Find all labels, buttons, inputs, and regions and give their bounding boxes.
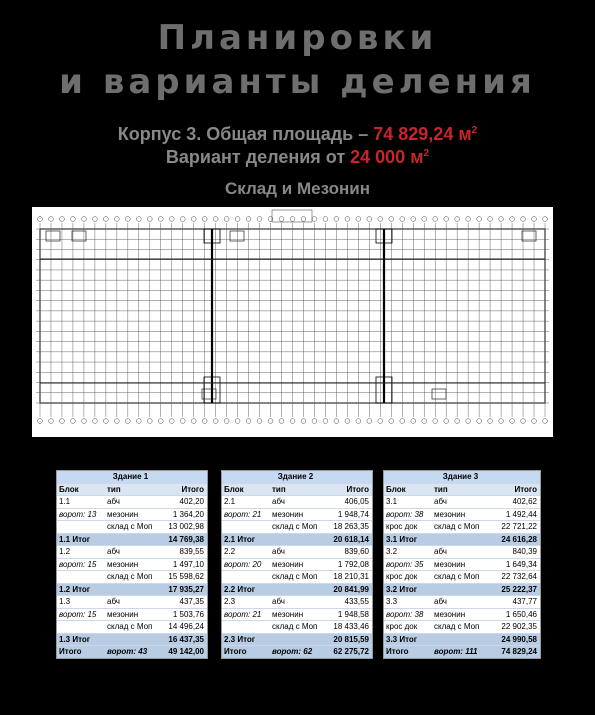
column-header-block: Блок (224, 484, 244, 494)
cell-value: 14 496,24 (168, 622, 204, 631)
table-row (222, 621, 372, 634)
cell-value: 14 769,38 (168, 534, 204, 544)
building-3-table (383, 470, 541, 659)
cell-type (105, 634, 163, 646)
cell-type: абч (107, 547, 120, 556)
cell-value: 20 815,59 (333, 634, 369, 644)
axis-marker (301, 217, 306, 222)
axis-marker (224, 419, 229, 424)
cell-type (432, 634, 490, 646)
cell-value: 1 364,20 (172, 509, 204, 519)
cell-type: абч (434, 597, 447, 606)
table-row (384, 559, 540, 572)
corpus-label: Корпус 3. Общая площадь – (117, 124, 374, 144)
cell-type: мезонин (272, 559, 304, 569)
cell-type: склад с Моп (272, 622, 318, 631)
corpus-area-value: 74 829,24 $м^2$ (373, 124, 478, 144)
cell-type: склад с Моп (107, 622, 153, 631)
axis-marker (82, 217, 87, 222)
axis-marker (521, 217, 526, 222)
axis-marker (191, 217, 196, 222)
cell-type: ворот: 43 (107, 647, 148, 656)
cell-value: 25 222,37 (501, 584, 537, 594)
axis-marker (38, 419, 43, 424)
axis-marker (60, 419, 65, 424)
table-title-row (57, 471, 207, 484)
cell-type: ворот: 62 (272, 647, 313, 656)
cell-type: мезонин (107, 559, 139, 569)
axis-marker (521, 419, 526, 424)
axis-marker (49, 419, 54, 424)
cell-type: мезонин (434, 559, 466, 569)
cell-value: 13 002,98 (168, 522, 204, 531)
cell-value: 1 948,74 (337, 509, 369, 519)
cell-block: ворот: 35 (386, 559, 424, 569)
table-row (384, 521, 540, 534)
cell-block: 2.3 (224, 597, 236, 606)
table-row (57, 521, 207, 534)
table-row (57, 571, 207, 584)
axis-marker (543, 419, 548, 424)
axis-marker (378, 419, 383, 424)
subtotal-row (57, 534, 207, 547)
axis-marker (488, 419, 493, 424)
cell-value: 402,20 (179, 497, 204, 506)
cell-value: 74 829,24 (501, 647, 537, 656)
axis-marker (49, 217, 54, 222)
cell-value: 18 433,46 (333, 622, 369, 631)
cell-type: абч (107, 597, 120, 606)
cell-value: 22 902,35 (501, 622, 537, 631)
table-row (384, 609, 540, 622)
column-header-type: тип (107, 484, 121, 494)
axis-marker (136, 217, 141, 222)
axis-marker (158, 217, 163, 222)
corpus-area-line (0, 120, 595, 145)
cell-type: склад с Моп (434, 572, 480, 581)
cell-type (270, 534, 328, 546)
cell-block: Итого (59, 647, 82, 656)
subtotal-row (57, 634, 207, 647)
cell-value: 840,39 (512, 547, 537, 556)
cell-value: 437,77 (512, 597, 537, 606)
cell-block: 2.3 Итог (224, 634, 256, 644)
building-2-table (221, 470, 373, 659)
axis-marker (202, 419, 207, 424)
axis-marker (191, 419, 196, 424)
cell-block (222, 621, 270, 633)
axis-marker (246, 419, 251, 424)
column-header-total: Итого (346, 484, 369, 494)
axis-marker (180, 217, 185, 222)
cell-type: склад с Моп (107, 522, 153, 531)
axis-marker (136, 419, 141, 424)
table-row (384, 571, 540, 584)
axis-marker (455, 217, 460, 222)
axis-marker (477, 419, 482, 424)
division-area-value: 24 000 $м^2$ (350, 147, 430, 167)
axis-marker (400, 419, 405, 424)
axis-marker (125, 217, 130, 222)
subtotal-row (222, 584, 372, 597)
cell-block (57, 571, 105, 583)
axis-marker (169, 419, 174, 424)
table-row (57, 609, 207, 622)
axis-marker (224, 217, 229, 222)
axis-marker (433, 419, 438, 424)
cell-type: абч (434, 547, 447, 556)
axis-marker (213, 419, 218, 424)
cell-value: 22 721,22 (501, 522, 537, 531)
axis-marker (82, 419, 87, 424)
axis-marker (455, 419, 460, 424)
axis-marker (510, 217, 515, 222)
cell-block (57, 521, 105, 533)
cell-value: 402,62 (512, 497, 537, 506)
cell-type (270, 584, 328, 596)
cell-block: крос док (386, 522, 418, 531)
table-row (384, 496, 540, 509)
axis-marker (411, 217, 416, 222)
grand-total-row (222, 646, 372, 658)
cell-block: ворот: 21 (224, 609, 262, 619)
table-row (57, 596, 207, 609)
axis-marker (60, 217, 65, 222)
cell-value: 1 650,46 (505, 609, 537, 619)
column-header-total: Итого (181, 484, 204, 494)
axis-marker (389, 419, 394, 424)
axis-marker (433, 217, 438, 222)
cell-value: 18 210,31 (333, 572, 369, 581)
subtotal-row (222, 634, 372, 647)
axis-marker (444, 217, 449, 222)
cell-type: абч (272, 597, 285, 606)
cell-value: 1 492,44 (505, 509, 537, 519)
cell-block: ворот: 15 (59, 559, 97, 569)
table-header-row (222, 484, 372, 497)
mezzanine-block (230, 231, 244, 241)
cell-type: абч (272, 547, 285, 556)
axis-marker (411, 419, 416, 424)
cell-type: склад с Моп (434, 522, 480, 531)
cell-type (105, 534, 163, 546)
cell-block: Итого (386, 647, 409, 656)
axis-marker (323, 217, 328, 222)
axis-marker (334, 419, 339, 424)
cell-block: 2.1 Итог (224, 534, 256, 544)
axis-marker (422, 217, 427, 222)
axis-marker (268, 419, 273, 424)
cell-value: 1 503,76 (172, 609, 204, 619)
axis-marker (312, 419, 317, 424)
axis-marker (71, 419, 76, 424)
axis-marker (279, 419, 284, 424)
table-row (384, 621, 540, 634)
cell-block: ворот: 20 (224, 559, 262, 569)
axis-marker (466, 217, 471, 222)
table-row (384, 509, 540, 522)
axis-marker (92, 217, 97, 222)
cell-block: 1.1 (59, 497, 71, 506)
table-title-row (222, 471, 372, 484)
cell-block: 3.1 Итог (386, 534, 418, 544)
cell-value: 20 841,99 (333, 584, 369, 594)
cell-value: 16 437,35 (168, 634, 204, 644)
axis-marker (279, 217, 284, 222)
subtotal-row (57, 584, 207, 597)
cell-type: мезонин (107, 609, 139, 619)
cell-block: 1.3 (59, 597, 71, 606)
cell-block: 3.3 (386, 597, 398, 606)
cell-block: 1.3 Итог (59, 634, 91, 644)
cell-type (432, 584, 490, 596)
table-header-row (384, 484, 540, 497)
floor-plan-svg (32, 207, 553, 437)
axis-marker (543, 217, 548, 222)
table-row (222, 496, 372, 509)
cell-value: 839,60 (344, 547, 369, 556)
column-header-block: Блок (59, 484, 79, 494)
cell-block (57, 621, 105, 633)
cell-value: 839,55 (179, 547, 204, 556)
axis-marker (477, 217, 482, 222)
cell-block: 2.1 (224, 497, 236, 506)
column-header-total: Итого (514, 484, 537, 494)
axis-marker (532, 217, 537, 222)
axis-marker (356, 217, 361, 222)
axis-marker (235, 419, 240, 424)
axis-marker (422, 419, 427, 424)
cell-block: Итого (224, 647, 247, 656)
axis-marker (301, 419, 306, 424)
cell-type: склад с Моп (107, 572, 153, 581)
axis-marker (334, 217, 339, 222)
subtotal-row (384, 584, 540, 597)
division-label: Вариант деления от (165, 147, 351, 167)
axis-marker (400, 217, 405, 222)
cell-block: 3.3 Итог (386, 634, 418, 644)
cell-value: 1 649,34 (505, 559, 537, 569)
subtotal-row (222, 534, 372, 547)
cell-type (432, 534, 490, 546)
table-title-row (384, 471, 540, 484)
floor-plan-drawing (32, 207, 553, 437)
table-title: Здание 2 (277, 472, 314, 481)
axis-marker (246, 217, 251, 222)
axis-marker (114, 217, 119, 222)
axis-marker (389, 217, 394, 222)
cell-value: 1 948,58 (337, 609, 369, 619)
cell-block: 2.2 (224, 547, 236, 556)
cell-type: склад с Моп (434, 622, 480, 631)
mezzanine-block (46, 231, 60, 241)
table-row (384, 596, 540, 609)
table-row (222, 571, 372, 584)
cell-block: 1.2 Итог (59, 584, 91, 594)
axis-marker (38, 217, 43, 222)
cell-type: ворот: 111 (434, 647, 478, 656)
axis-marker (235, 217, 240, 222)
column-header-block: Блок (386, 484, 406, 494)
axis-marker (290, 419, 295, 424)
axis-marker (202, 217, 207, 222)
axis-marker (444, 419, 449, 424)
axis-marker (466, 419, 471, 424)
cell-value: 49 142,00 (168, 647, 204, 656)
cell-value: 17 935,27 (168, 584, 204, 594)
section-title: Склад и Мезонин (225, 179, 370, 198)
axis-marker (125, 419, 130, 424)
axis-marker (290, 217, 295, 222)
cell-block (222, 571, 270, 583)
cell-value: 18 263,35 (333, 522, 369, 531)
table-row (222, 596, 372, 609)
table-row (222, 521, 372, 534)
cell-block: 1.2 (59, 547, 71, 556)
cell-type: мезонин (272, 509, 304, 519)
cell-value: 1 792,08 (337, 559, 369, 569)
grand-total-row (57, 646, 207, 658)
cell-type (105, 584, 163, 596)
cell-block: ворот: 38 (386, 609, 424, 619)
table-row (222, 509, 372, 522)
axis-marker (499, 217, 504, 222)
axis-marker (103, 419, 108, 424)
cell-type: абч (107, 497, 120, 506)
cell-block: крос док (386, 572, 418, 581)
axis-marker (499, 419, 504, 424)
table-row (57, 509, 207, 522)
cell-type: мезонин (272, 609, 304, 619)
cell-block: ворот: 13 (59, 509, 97, 519)
cell-block: 1.1 Итог (59, 534, 91, 544)
axis-marker (510, 419, 515, 424)
axis-marker (147, 419, 152, 424)
table-title: Здание 3 (442, 472, 479, 481)
cell-value: 406,05 (344, 497, 369, 506)
subtotal-row (384, 634, 540, 647)
axis-marker (114, 419, 119, 424)
cell-type: склад с Моп (272, 572, 318, 581)
cell-block: ворот: 38 (386, 509, 424, 519)
cell-value: 24 990,58 (501, 634, 537, 644)
axis-marker (147, 217, 152, 222)
axis-marker (367, 419, 372, 424)
axis-marker (323, 419, 328, 424)
cell-block: ворот: 15 (59, 609, 97, 619)
axis-marker (169, 217, 174, 222)
cell-block (222, 521, 270, 533)
table-row (57, 621, 207, 634)
cell-block: 3.1 (386, 497, 398, 506)
table-row (222, 546, 372, 559)
axis-marker (345, 419, 350, 424)
axis-marker (180, 419, 185, 424)
column-header-type: тип (272, 484, 286, 494)
cell-value: 1 497,10 (172, 559, 204, 569)
table-title: Здание 1 (112, 472, 149, 481)
axis-marker (312, 217, 317, 222)
cell-type: абч (434, 497, 447, 506)
axis-marker (257, 419, 262, 424)
division-line (0, 143, 595, 168)
cell-value: 62 275,72 (333, 647, 369, 656)
cell-type: мезонин (107, 509, 139, 519)
cell-type: абч (272, 497, 285, 506)
cell-block: 3.2 Итог (386, 584, 418, 594)
axis-marker (488, 217, 493, 222)
cell-value: 15 598,62 (168, 572, 204, 581)
cell-type: склад с Моп (272, 522, 318, 531)
axis-marker (92, 419, 97, 424)
table-row (384, 546, 540, 559)
cell-type: мезонин (434, 509, 466, 519)
cell-value: 437,35 (179, 597, 204, 606)
cell-value: 22 732,64 (501, 572, 537, 581)
page-title-line2: и варианты деления (59, 62, 536, 102)
table-row (57, 559, 207, 572)
table-row (222, 559, 372, 572)
cell-type: мезонин (434, 609, 466, 619)
axis-marker (367, 217, 372, 222)
table-row (57, 546, 207, 559)
column-header-type: тип (434, 484, 448, 494)
axis-marker (158, 419, 163, 424)
table-header-row (57, 484, 207, 497)
table-row (57, 496, 207, 509)
cell-value: 24 616,28 (501, 534, 537, 544)
grand-total-row (384, 646, 540, 658)
axis-marker (532, 419, 537, 424)
cell-block: 2.2 Итог (224, 584, 256, 594)
cell-value: 20 618,14 (333, 534, 369, 544)
page-title-line1: Планировки (157, 18, 438, 58)
axis-marker (257, 217, 262, 222)
subtotal-row (384, 534, 540, 547)
axis-marker (356, 419, 361, 424)
mezzanine-block (432, 389, 446, 399)
cell-block: крос док (386, 622, 418, 631)
axis-marker (103, 217, 108, 222)
axis-marker (71, 217, 76, 222)
cell-value: 433,55 (344, 597, 369, 606)
table-row (222, 609, 372, 622)
axis-marker (345, 217, 350, 222)
building-1-table (56, 470, 208, 659)
cell-type (270, 634, 328, 646)
cell-block: 3.2 (386, 547, 398, 556)
axis-marker (213, 217, 218, 222)
cell-block: ворот: 21 (224, 509, 262, 519)
axis-marker (378, 217, 383, 222)
